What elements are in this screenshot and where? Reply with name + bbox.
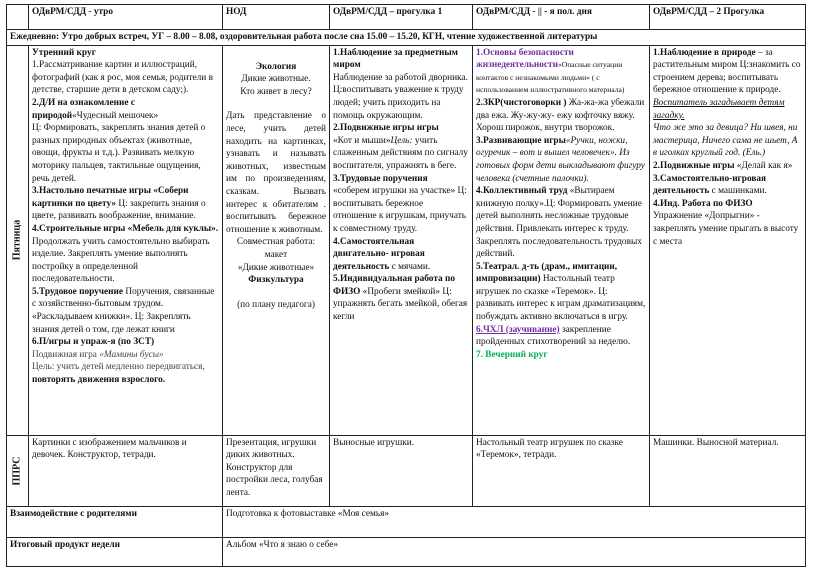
parents-label: Взаимодействие с родителями xyxy=(7,506,223,537)
afternoon-item-1: 1.Основы безопасности жизнедеятельности«Опасные ситуации контактов с незнакомыми людьми» ( с использованием иллюстративного материала) xyxy=(476,47,625,95)
walk2-riddle-intro: Воспитатель загадывает детям загадку. xyxy=(653,97,785,121)
ppr-label: ППРС xyxy=(11,456,23,486)
morning-item-4: 4.Строительные игры «Мебель для куклы». Продолжать учить самостоятельно выбирать изделие. Закреплять умение выполнять постройку в определенной последовательности. xyxy=(32,223,219,285)
walk2-riddle: Что же это за девица? Ни швея, ни мастерица, Ничего сама не шьет, А в иголках круглый год. (Ель.) xyxy=(653,123,798,159)
parents-text: Подготовка к фотовыставке «Моя семья» xyxy=(223,506,806,537)
morning-item-2: 2.Д/И на ознакомление с природой«Чудесный мешочек» xyxy=(32,97,159,121)
ppr-walk2: Машинки. Выносной материал. xyxy=(650,435,806,506)
afternoon-item-6: 6.ЧХЛ (заучивание) закрепление пройденных стихотворений за неделю. xyxy=(476,324,631,348)
ppr-morning: Картинки с изображением мальчиков и девочек. Конструктор, тетради. xyxy=(29,435,223,506)
morning-item-5: 5.Трудовое поручение Поручения, связанные с хозяйственно-бытовым трудом. «Раскладываем книжки». Ц: Закреплять знания детей о том, где лежат книги xyxy=(32,286,215,335)
walk2-item-4: 4.Инд. Работа по ФИЗО Упражнение «Допрыгни» - закреплять умение прыгать в высоту с места xyxy=(653,198,799,247)
ppr-walk1: Выносные игрушки. xyxy=(330,435,473,506)
afternoon-item-4: 4.Коллективный труд «Вытираем книжную полку».Ц: Формировать умение детей выполнять несложные трудовые действия. Привлекать интерес к труду. Закреплять последовательность трудовых действий. xyxy=(476,186,642,260)
walk2-item-1: 1.Наблюдение в природе – за растительным миром Ц:знакомить со строением дерева; воспитывать бережное отношение к природе. xyxy=(653,47,801,96)
morning-item-6-goal: Цель: учить детей медленно передвигаться, повторять движения взрослого. xyxy=(32,362,205,386)
parents-row xyxy=(7,506,806,537)
ppr-nod: Презентация, игрушки диких животных. Конструктор для постройки леса, голубая лента. xyxy=(223,435,330,506)
nod-joint-work: Совместная работа: макет xyxy=(236,237,316,260)
walk1-item-2: «Кот и мыши»Цель: учить слаженным действиям по сигналу воспитателя, упражнять в беге. xyxy=(333,135,468,171)
header-afternoon: ОДвРМ/СДД - || - я пол. дня xyxy=(473,5,650,30)
afternoon-cell xyxy=(473,45,650,435)
walk1-item-4: 4.Самостоятельная двигательно- игровая деятельность с мячами. xyxy=(333,236,431,272)
afternoon-item-3: 3.Развивающие игры«Ручки, ножки, огуречик – вот и вышел человечек». Из готовых форм дети выкладывают фигуру человека (счетные палочки). xyxy=(476,135,645,184)
nod-pe-note: (по плану педагога) xyxy=(237,299,315,310)
final-product-text: Альбом «Что я знаю о себе» xyxy=(223,537,806,566)
walk1-cell xyxy=(330,45,473,435)
nod-cell xyxy=(223,45,330,435)
day-label: Пятница xyxy=(11,219,23,261)
afternoon-item-7: 7. Вечерний круг xyxy=(476,349,548,360)
morning-item-2-goal: Ц: Формировать, закреплять знания детей о разных природных объектах (животные, овощи, фрукты и т.д.). Развивать мелкую моторику пальцев, тактильные ощущения, речь детей. xyxy=(32,123,206,184)
header-nod: НОД xyxy=(223,5,330,30)
nod-pe: Физкультура xyxy=(248,275,304,286)
walk2-item-3: 3.Самостоятельно-игровая деятельность с машинками. xyxy=(653,173,767,197)
morning-item-6-game: Подвижная игра «Мамины бусы» xyxy=(32,349,164,360)
nod-subject: Экология xyxy=(255,61,297,72)
header-morning: ОДвРМ/СДД - утро xyxy=(29,5,223,30)
header-row xyxy=(7,5,806,30)
nod-description: Дать представление о лесе, учить детей находить на картинках, узнавать и называть животных, известным им по произведениям, сказкам. Вызвать интерес к обитателям . воспитывать бережное отношение к животным. xyxy=(226,111,326,235)
walk1-item-2-title: 2.Подвижные игры игры xyxy=(333,123,439,134)
morning-item-3: 3.Настольно печатные игры «Собери картинки по цвету» Ц: закрепить знания о цвете, развивать воображение, внимание. xyxy=(32,186,206,222)
ppr-label-cell xyxy=(7,435,29,506)
morning-item-1: 1.Рассматривание картин и иллюстраций, фотографий (как я рос, моя семья, родители в детстве, старшие дети в детском саду;). xyxy=(32,60,213,96)
morning-title: Утренний круг xyxy=(32,47,96,58)
final-product-row xyxy=(7,537,806,566)
nod-question: Кто живет в лесу? xyxy=(240,86,312,97)
header-empty xyxy=(7,5,29,30)
walk1-item-3: «соберем игрушки на участке» Ц: воспитывать бережное отношение к игрушкам, приучать к совместному труду. xyxy=(333,186,467,234)
walk2-item-2: 2.Подвижные игры «Делай как я» xyxy=(653,160,793,171)
daily-text: Ежедневно: Утро добрых встреч, УГ – 8.00 – 8.08, оздоровительная работа после сна 15.00 – 15.20, КГН, чтение художественной литературы xyxy=(7,30,806,46)
final-product-label: Итоговый продукт недели xyxy=(7,537,223,566)
morning-cell xyxy=(29,45,223,435)
afternoon-item-2: 2.ЗКР(чистоговорки ) Жа-жа-жа убежали два ежа. Жу-жу-жу- ежу кофточку вяжу. Хорош пирожок, внутри творожок. xyxy=(476,97,645,134)
walk1-item-3-title: 3.Трудовые поручения xyxy=(333,173,428,184)
daily-row xyxy=(7,30,806,46)
walk1-item-1: Наблюдение за работой дворника. Ц:воспитывать уважение к труду людей; учить приходить на помощь окружающим. xyxy=(333,72,468,121)
header-walk1: ОДвРМ/СДД – прогулка 1 xyxy=(330,5,473,30)
walk1-item-5: 5.Индивидуальная работа по ФИЗО «Пробеги змейкой» Ц: упражнять бегать змейкой, обегая кегли xyxy=(333,274,468,323)
walk1-item-1-title: 1.Наблюдение за предметным миром xyxy=(333,47,458,71)
afternoon-item-5: 5.Театрал. д-ть (драм., имитации, импровизации) Настольный театр игрушек по сказке «Теремок». Ц: развивать интерес к играм драматизациям, побуждать активно включаться в игру. xyxy=(476,261,646,323)
walk2-cell xyxy=(650,45,806,435)
nod-model: «Дикие животные» xyxy=(237,262,315,273)
ppr-row xyxy=(7,435,806,506)
nod-topic: Дикие животные. xyxy=(241,74,311,85)
weekly-plan-table xyxy=(6,4,806,567)
morning-item-6: 6.П/игры и упраж-я (по ЗСТ) xyxy=(32,337,155,348)
header-walk2: ОДвРМ/СДД – 2 Прогулка xyxy=(650,5,806,30)
ppr-afternoon: Настольный театр игрушек по сказке «Теремок», тетради. xyxy=(473,435,650,506)
friday-row xyxy=(7,45,806,435)
day-label-cell xyxy=(7,45,29,435)
